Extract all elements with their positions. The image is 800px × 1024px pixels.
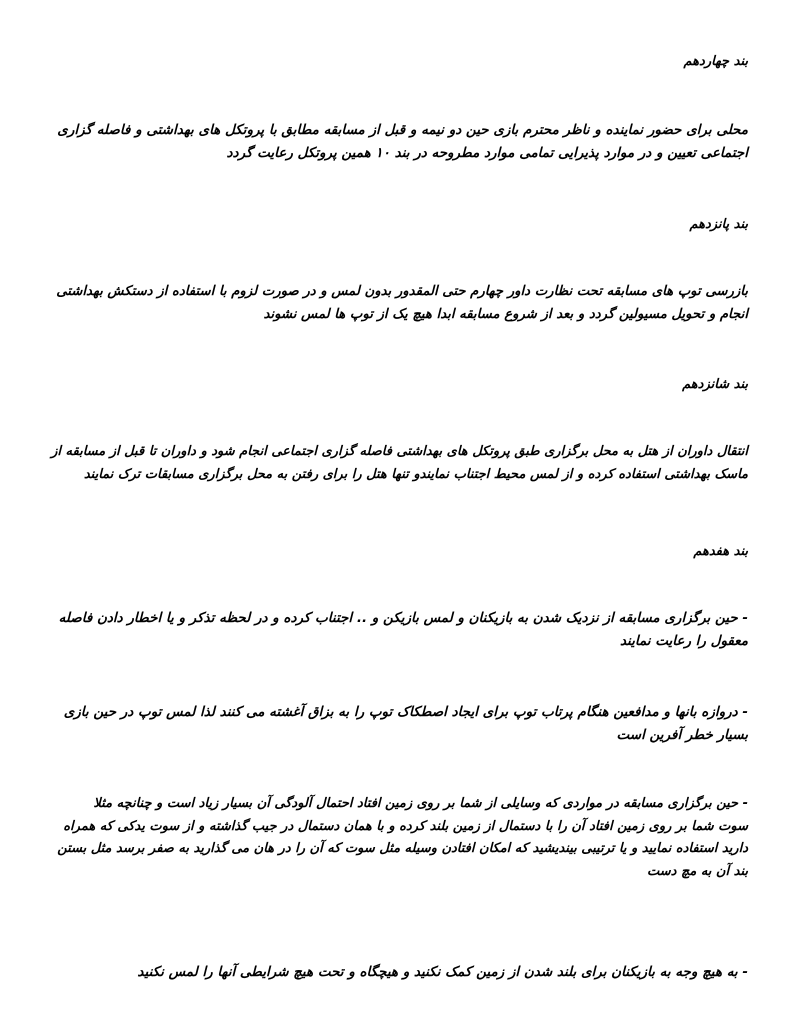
bullet-line: - دروازه بانها و مدافعین هنگام پرتاب توپ برای ایجاد اصطکاک توپ را به بزاق آغشته می کنند لذا لمس توپ در حین بازی: [63, 704, 748, 720]
bullet-line: - حین برگزاری مسابقه از نزدیک شدن به بازیکنان و لمس بازیکن و .. اجتناب کرده و در لحظه تذکر و یا اخطار دادن فاصله: [58, 610, 748, 626]
section-heading-17: بند هفدهم: [693, 544, 748, 559]
bullet-line: بسیار خطر آفرین است: [616, 726, 748, 743]
section-paragraph-16: [48, 441, 748, 486]
bullet-line: معقول را رعایت نمایند: [619, 632, 748, 649]
bullet-item: [48, 961, 748, 984]
paragraph-line: ماسک بهداشتی استفاده کرده و از لمس محیط اجتناب نمایندو تنها هتل را برای رفتن به محل برگزاری مسابقات ترک نمایند: [83, 466, 748, 482]
bullet-line: سوت شما بر روی زمین افتاد آن را با دستمال از زمین بلند کرده و با همان دستمال در جیب گذاشته و از سوت یدکی که همراه: [63, 818, 748, 834]
section-heading-14: بند چهاردهم: [683, 54, 748, 69]
bullet-line: - به هیچ وجه به بازیکنان برای بلند شدن از زمین کمک نکنید و هیچگاه و تحت هیچ شرایطی آنها را لمس نکنید: [137, 964, 748, 980]
paragraph-line: انجام و تحویل مسیولین گردد و بعد از شروع مسابقه ابدا هیچ یک از توپ ها لمس نشوند: [263, 306, 748, 322]
bullet-item: [48, 607, 748, 652]
bullet-line: دارید استفاده نمایید و یا ترتیبی بیندیشید که امکان افتادن وسیله مثل سوت که آن را در هان می گذارید به صفر برسد مثل بستن: [57, 841, 748, 856]
section-paragraph-15: [48, 281, 748, 326]
paragraph-line: اجتماعی تعیین و در موارد پذیرایی تمامی موارد مطروحه در بند ۱۰ همین پروتکل رعایت گردد: [226, 144, 748, 161]
section-heading-15: بند پانزدهم: [689, 217, 748, 232]
bullet-item: [48, 793, 748, 883]
section-heading-16: بند شانزدهم: [682, 377, 748, 392]
paragraph-line: انتقال داوران از هتل به محل برگزاری طبق پروتکل های بهداشتی فاصله گزاری اجتماعی انجام شود و داوران تا قبل از مسابقه از: [51, 444, 748, 459]
section-paragraph-14: [48, 119, 748, 164]
bullet-item: [48, 701, 748, 746]
paragraph-line: بازرسی توپ های مسابقه تحت نظارت داور چهارم حتی المقدور بدون لمس و در صورت لزوم با استفاده از دستکش بهداشتی: [56, 284, 748, 299]
bullet-line: - حین برگزاری مسابقه در مواردی که وسایلی از شما بر روی زمین افتاد احتمال آلودگی آن بسیار زیاد است و چنانچه مثلا: [93, 796, 748, 811]
paragraph-line: محلی برای حضور نماینده و ناظر محترم بازی حین دو نیمه و قبل از مسابقه مطابق با پروتکل های بهداشتی و فاصله گزاری: [57, 122, 748, 138]
bullet-line: بند آن به مچ دست: [646, 863, 748, 879]
